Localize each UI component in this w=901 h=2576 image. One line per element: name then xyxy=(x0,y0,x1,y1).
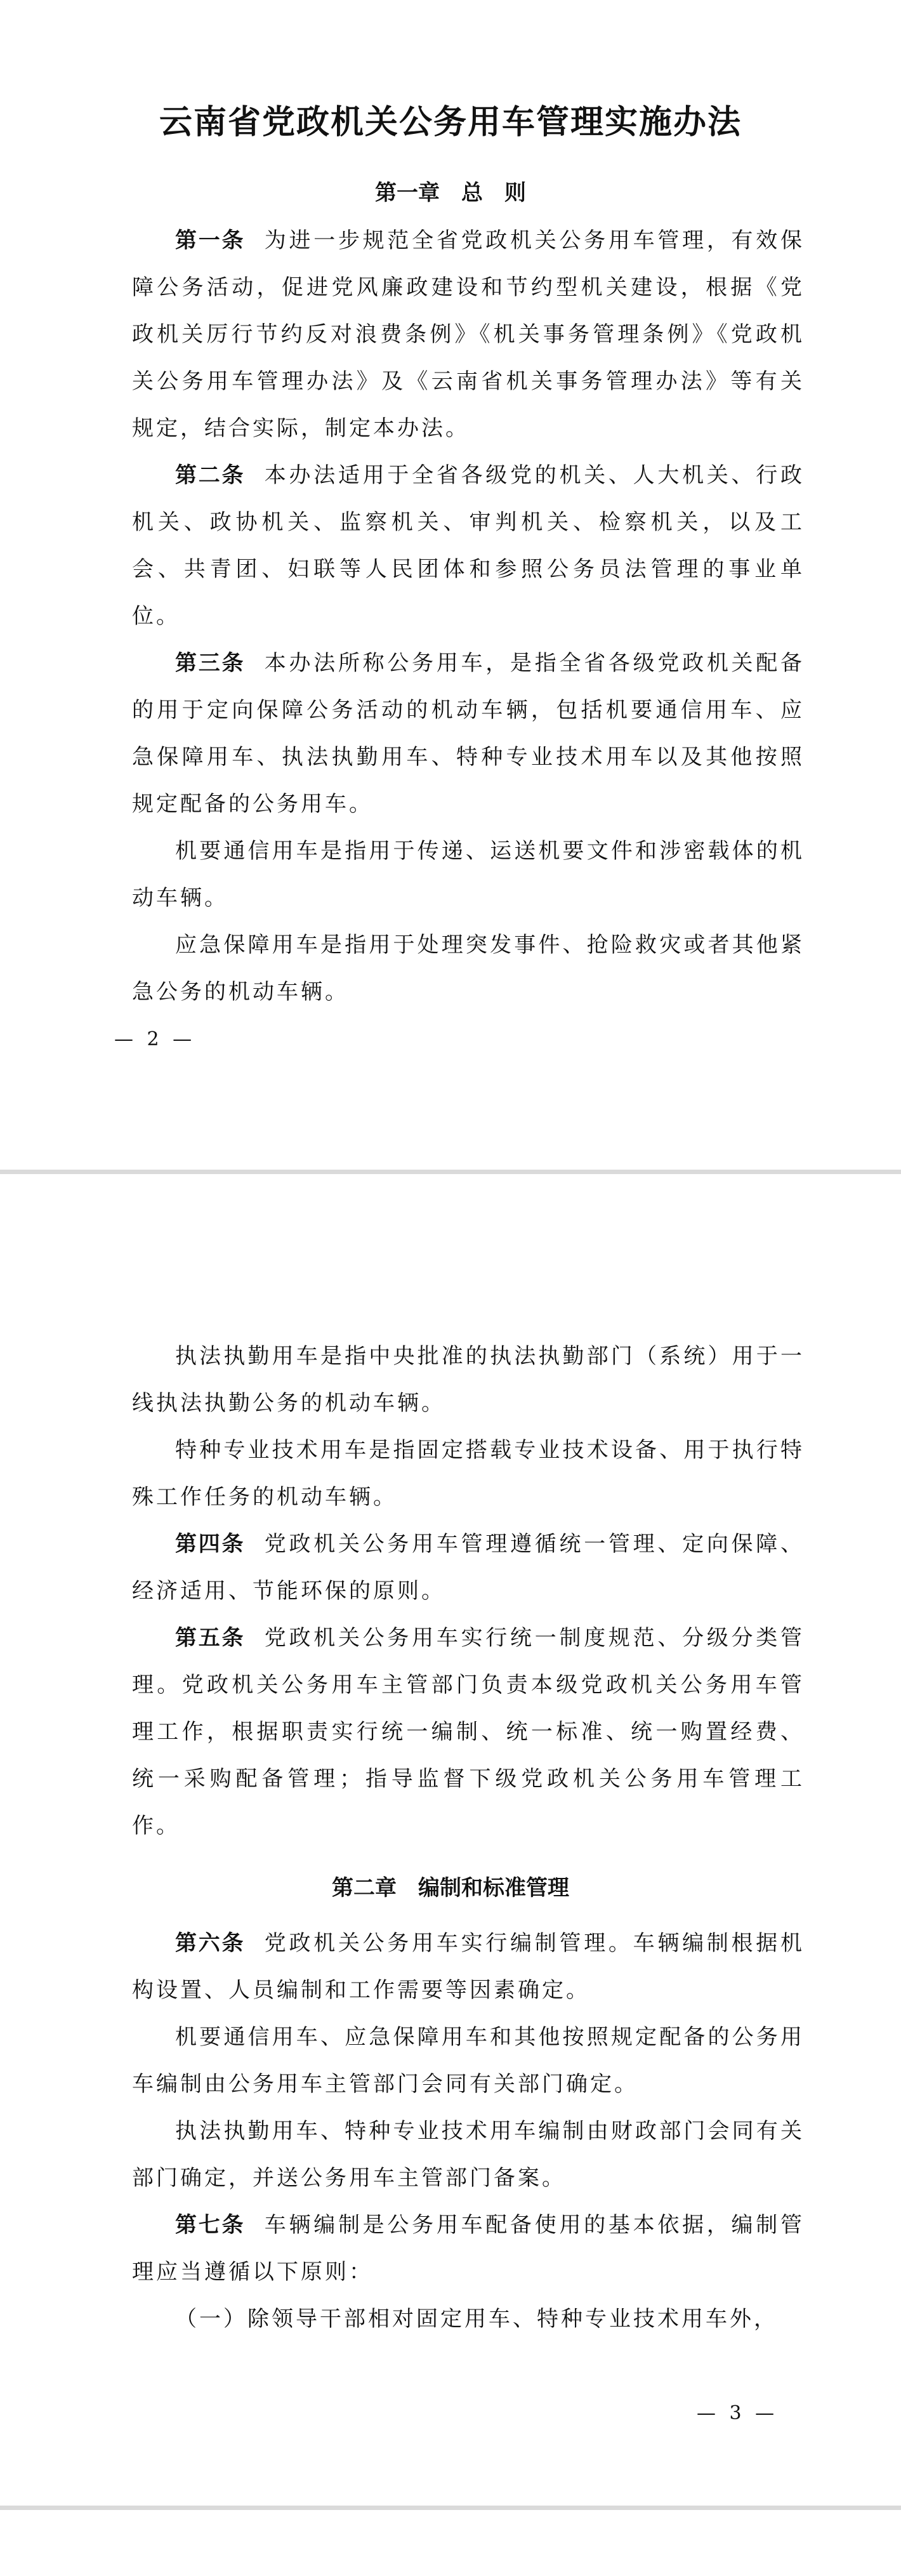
chapter-heading: 第一章 总 则 xyxy=(375,180,526,206)
article-paragraph xyxy=(132,921,805,1015)
page-2-body-a xyxy=(132,1333,805,1849)
article-text: 为进一步规范全省党政机关公务用车管理，有效保障公务活动，促进党风廉政建设和节约型机关建设，根据《党政机关厉行节约反对浪费条例》《机关事务管理条例》《党政机关公务用车管理办法》及《云南省机关事务管理办法》等有关规定，结合实际，制定本办法。 xyxy=(132,228,805,441)
article-number: 第七条 xyxy=(175,2212,246,2238)
article-text: 本办法所称公务用车，是指全省各级党政机关配备的用于定向保障公务活动的机动车辆，包括机要通信用车、应急保障用车、执法执勤用车、特种专业技术用车以及其他按照规定配备的公务用车。 xyxy=(132,651,805,817)
article-text: 执法执勤用车是指中央批准的执法执勤部门（系统）用于一线执法执勤公务的机动车辆。 xyxy=(132,1344,805,1416)
page-separator xyxy=(0,1170,901,1174)
article-text: 执法执勤用车、特种专业技术用车编制由财政部门会同有关部门确定，并送公务用车主管部门备案。 xyxy=(132,2118,805,2191)
page-1-body xyxy=(132,217,805,1015)
article-paragraph xyxy=(132,1920,805,2014)
article-text: 本办法适用于全省各级党的机关、人大机关、行政机关、政协机关、监察机关、审判机关、检察机关，以及工会、共青团、妇联等人民团体和参照公务员法管理的事业单位。 xyxy=(132,463,805,629)
article-number: 第四条 xyxy=(175,1531,246,1557)
article-paragraph xyxy=(132,2202,805,2295)
page-2-body-b xyxy=(132,1920,805,2342)
article-text: 党政机关公务用车实行统一制度规范、分级分类管理。党政机关公务用车主管部门负责本级党政机关公务用车管理工作，根据职责实行统一编制、统一标准、统一购置经费、统一采购配备管理；指导监督下级党政机关公务用车管理工作。 xyxy=(132,1625,805,1839)
article-paragraph xyxy=(132,2014,805,2108)
article-paragraph xyxy=(132,640,805,828)
article-text: 机要通信用车、应急保障用车和其他按照规定配备的公务用车编制由公务用车主管部门会同有关部门确定。 xyxy=(132,2024,805,2097)
article-paragraph xyxy=(132,2295,805,2342)
article-paragraph xyxy=(132,1521,805,1615)
article-number: 第六条 xyxy=(175,1931,246,1956)
article-number: 第一条 xyxy=(175,228,246,253)
article-number: 第二条 xyxy=(175,463,246,488)
document-page-2 xyxy=(0,1174,901,2576)
article-paragraph xyxy=(132,1333,805,1427)
article-text: 党政机关公务用车管理遵循统一管理、定向保障、经济适用、节能环保的原则。 xyxy=(132,1531,805,1604)
article-text: 应急保障用车是指用于处理突发事件、抢险救灾或者其他紧急公务的机动车辆。 xyxy=(132,932,805,1005)
article-paragraph xyxy=(132,2108,805,2202)
article-paragraph xyxy=(132,1427,805,1521)
article-paragraph xyxy=(132,217,805,452)
article-number: 第五条 xyxy=(175,1625,246,1651)
article-paragraph xyxy=(132,828,805,921)
article-text: 机要通信用车是指用于传递、运送机要文件和涉密载体的机动车辆。 xyxy=(132,838,805,911)
article-paragraph xyxy=(132,452,805,640)
article-paragraph xyxy=(132,1615,805,1849)
article-text: （一）除领导干部相对固定用车、特种专业技术用车外， xyxy=(175,2306,778,2332)
article-text: 党政机关公务用车实行编制管理。车辆编制根据机构设置、人员编制和工作需要等因素确定。 xyxy=(132,1931,805,2003)
page-separator xyxy=(0,2506,901,2510)
article-text: 车辆编制是公务用车配备使用的基本依据，编制管理应当遵循以下原则： xyxy=(132,2212,805,2285)
chapter-heading: 第二章 编制和标准管理 xyxy=(332,1875,569,1901)
document-title: 云南省党政机关公务用车管理实施办法 xyxy=(159,103,742,142)
document-page-1 xyxy=(0,0,901,1174)
article-number: 第三条 xyxy=(175,651,246,676)
page-number: — 3 — xyxy=(697,2402,779,2424)
article-text: 特种专业技术用车是指固定搭载专业技术设备、用于执行特殊工作任务的机动车辆。 xyxy=(132,1437,805,1510)
page-number: — 2 — xyxy=(114,1028,196,1050)
